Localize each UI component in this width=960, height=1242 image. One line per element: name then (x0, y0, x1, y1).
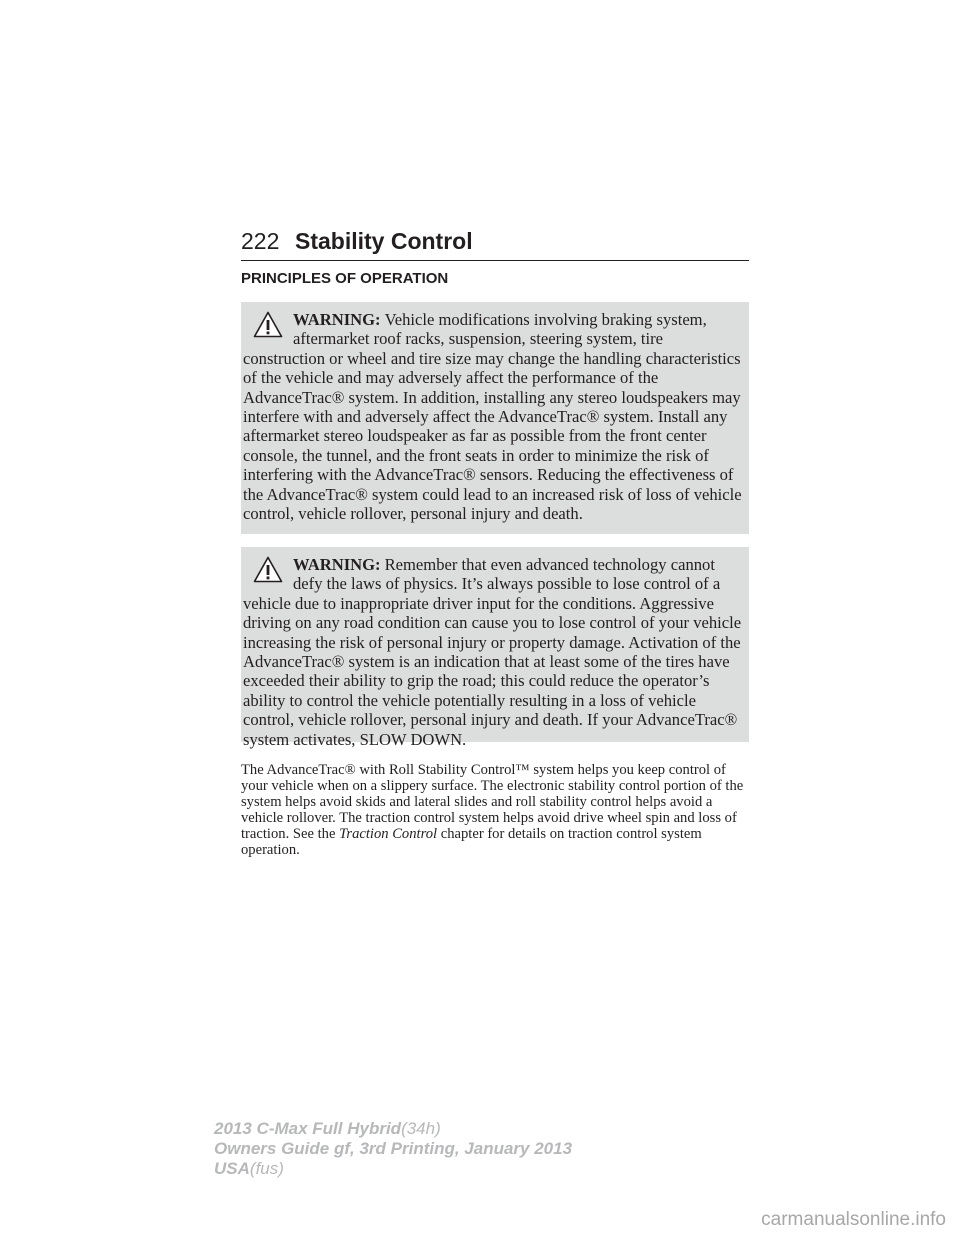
body-text-end: chapter for details on traction control system operation. (241, 825, 702, 859)
warning-label: WARNING: (293, 555, 381, 574)
watermark: carmanualsonline.info (761, 1209, 946, 1230)
document-footer (214, 1119, 572, 1179)
warning-triangle-icon (243, 555, 289, 593)
chapter-title: Stability Control (295, 228, 473, 254)
footer-model-code: (34h) (401, 1119, 441, 1138)
warning-triangle-icon (243, 310, 289, 348)
footer-market-code: (fus) (249, 1159, 284, 1178)
page-header (241, 226, 749, 261)
warning-label: WARNING: (293, 310, 381, 329)
traction-control-reference: Traction Control (339, 825, 438, 842)
warning-box-modifications (241, 302, 749, 534)
warning-box-physics (241, 547, 749, 749)
page-number: 222 (241, 228, 280, 254)
footer-line-market (214, 1159, 572, 1179)
footer-line-model (214, 1119, 572, 1139)
footer-printing: Owners Guide gf, 3rd Printing, January 2013 (214, 1139, 573, 1158)
section-heading: PRINCIPLES OF OPERATION (241, 270, 449, 287)
warning-text: Remember that even advanced technology cannot defy the laws of physics. It’s always possible to lose control of a vehicle due to inappropriate driver input for the conditions. Aggressive driving on any road condition can cause you to lose control of your vehicle increasing the risk of personal injury or property damage. Activation of the AdvanceTrac® system is an indication that at least some of the tires have exceeded their ability to grip the road; this could reduce the operator’s ability to control the vehicle potentially resulting in a loss of vehicle control, vehicle rollover, personal injury and death. If your AdvanceTrac® system activates, SLOW DOWN. (243, 555, 742, 749)
footer-market: USA (214, 1159, 250, 1178)
body-text: The AdvanceTrac® with Roll Stability Control™ system helps you keep control of your vehicle when on a slippery surface. The electronic stability control portion of the system helps avoid skids and lateral slides and roll stability control helps avoid a vehicle rollover. The traction control system helps avoid drive wheel spin and loss of traction. See the (241, 761, 744, 842)
body-paragraph (241, 762, 749, 859)
footer-model: 2013 C-Max Full Hybrid (214, 1119, 402, 1138)
warning-text: Vehicle modifications involving braking system, aftermarket roof racks, suspension, steering system, tire construction or wheel and tire size may change the handling characteristics of the vehicle and may adversely affect the performance of the AdvanceTrac® system. In addition, installing any stereo loudspeakers may interfere with and adversely affect the AdvanceTrac® system. Install any aftermarket stereo loudspeaker as far as possible from the front center console, the tunnel, and the front seats in order to minimize the risk of interfering with the AdvanceTrac® sensors. Reducing the effectiveness of the AdvanceTrac® system could lead to an increased risk of loss of vehicle control, vehicle rollover, personal injury and death. (243, 310, 742, 524)
